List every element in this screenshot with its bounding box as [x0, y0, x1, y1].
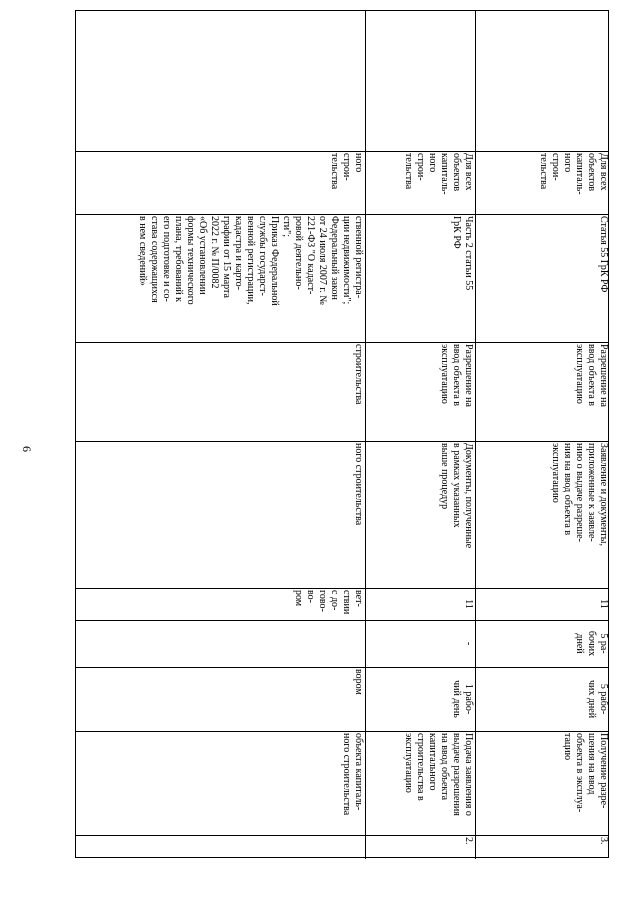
- cell-result: Разрешение на ввод объекта в эксплуатацию: [574, 344, 609, 407]
- cell-basis: ственной регистра- ции недвижимости"; Федеральный закон от 24 июля 2007 г. № 221-ФЗ "О кадаст- ровой деятельно- сти"; Приказ Федеральной службы государст- венной регистрации, кадастра и карто- графии от 15 марта 2022 г. № П/0082 «Об установлении формы технического плана, требований к его подготовке и со- става содержащихся в нем сведений»: [137, 216, 364, 306]
- cell-code: 11: [598, 599, 609, 609]
- cell-name: Подача заявления о выдаче разрешения на ввод объекта капитального строительства в эксплуатацию: [403, 733, 474, 816]
- cell-documents: Документы, полученные в рамках указанных выше процедур: [439, 443, 474, 549]
- cell-documents: ного строительства: [353, 443, 364, 526]
- cell-num: 2.: [463, 837, 474, 845]
- cell-extra: [475, 11, 610, 151]
- cell-term2: -: [463, 641, 474, 646]
- page-number: 6: [20, 446, 34, 452]
- cell-code: вет- ствии с до- гово- во- ром: [293, 590, 364, 615]
- cell-term2: [76, 620, 365, 667]
- cell-basis: Статья 55 ГрК РФ: [598, 216, 609, 293]
- cell-term: вором: [353, 669, 364, 695]
- cell-extra: [76, 11, 365, 151]
- cell-term2: 5 ра- бочих дней: [574, 630, 609, 657]
- cell-result: Разрешение на ввод объекта в эксплуатацию: [439, 344, 474, 407]
- cell-code: 11: [463, 599, 474, 609]
- cell-basis: Часть 2 статьи 55 ГрК РФ: [451, 216, 474, 291]
- cell-scope: Для всех объектов капиталь- ного строи- тельства: [403, 153, 474, 195]
- cell-result: строительства: [353, 344, 364, 405]
- cell-term: 1 рабо- чий день: [451, 680, 474, 718]
- cell-term: 5 рабо- чих дней: [586, 679, 609, 719]
- cell-num: 3.: [598, 837, 609, 845]
- cell-scope: Для всех объектов капиталь- ного строи- тельства: [538, 153, 609, 195]
- cell-name: объекта капиталь- ного строительства: [341, 733, 364, 816]
- cell-name: Получение разре- шения на ввод объекта в эксплуа- тацию: [562, 733, 609, 813]
- cell-documents: Заявление и документы, приложенные к заявле- нию о выдаче разреше- ния на ввод объекта в эксплуатацию: [550, 443, 609, 546]
- procedures-table: [75, 10, 609, 858]
- cell-extra: [365, 11, 475, 151]
- cell-scope: ного строи- тельства: [329, 153, 364, 190]
